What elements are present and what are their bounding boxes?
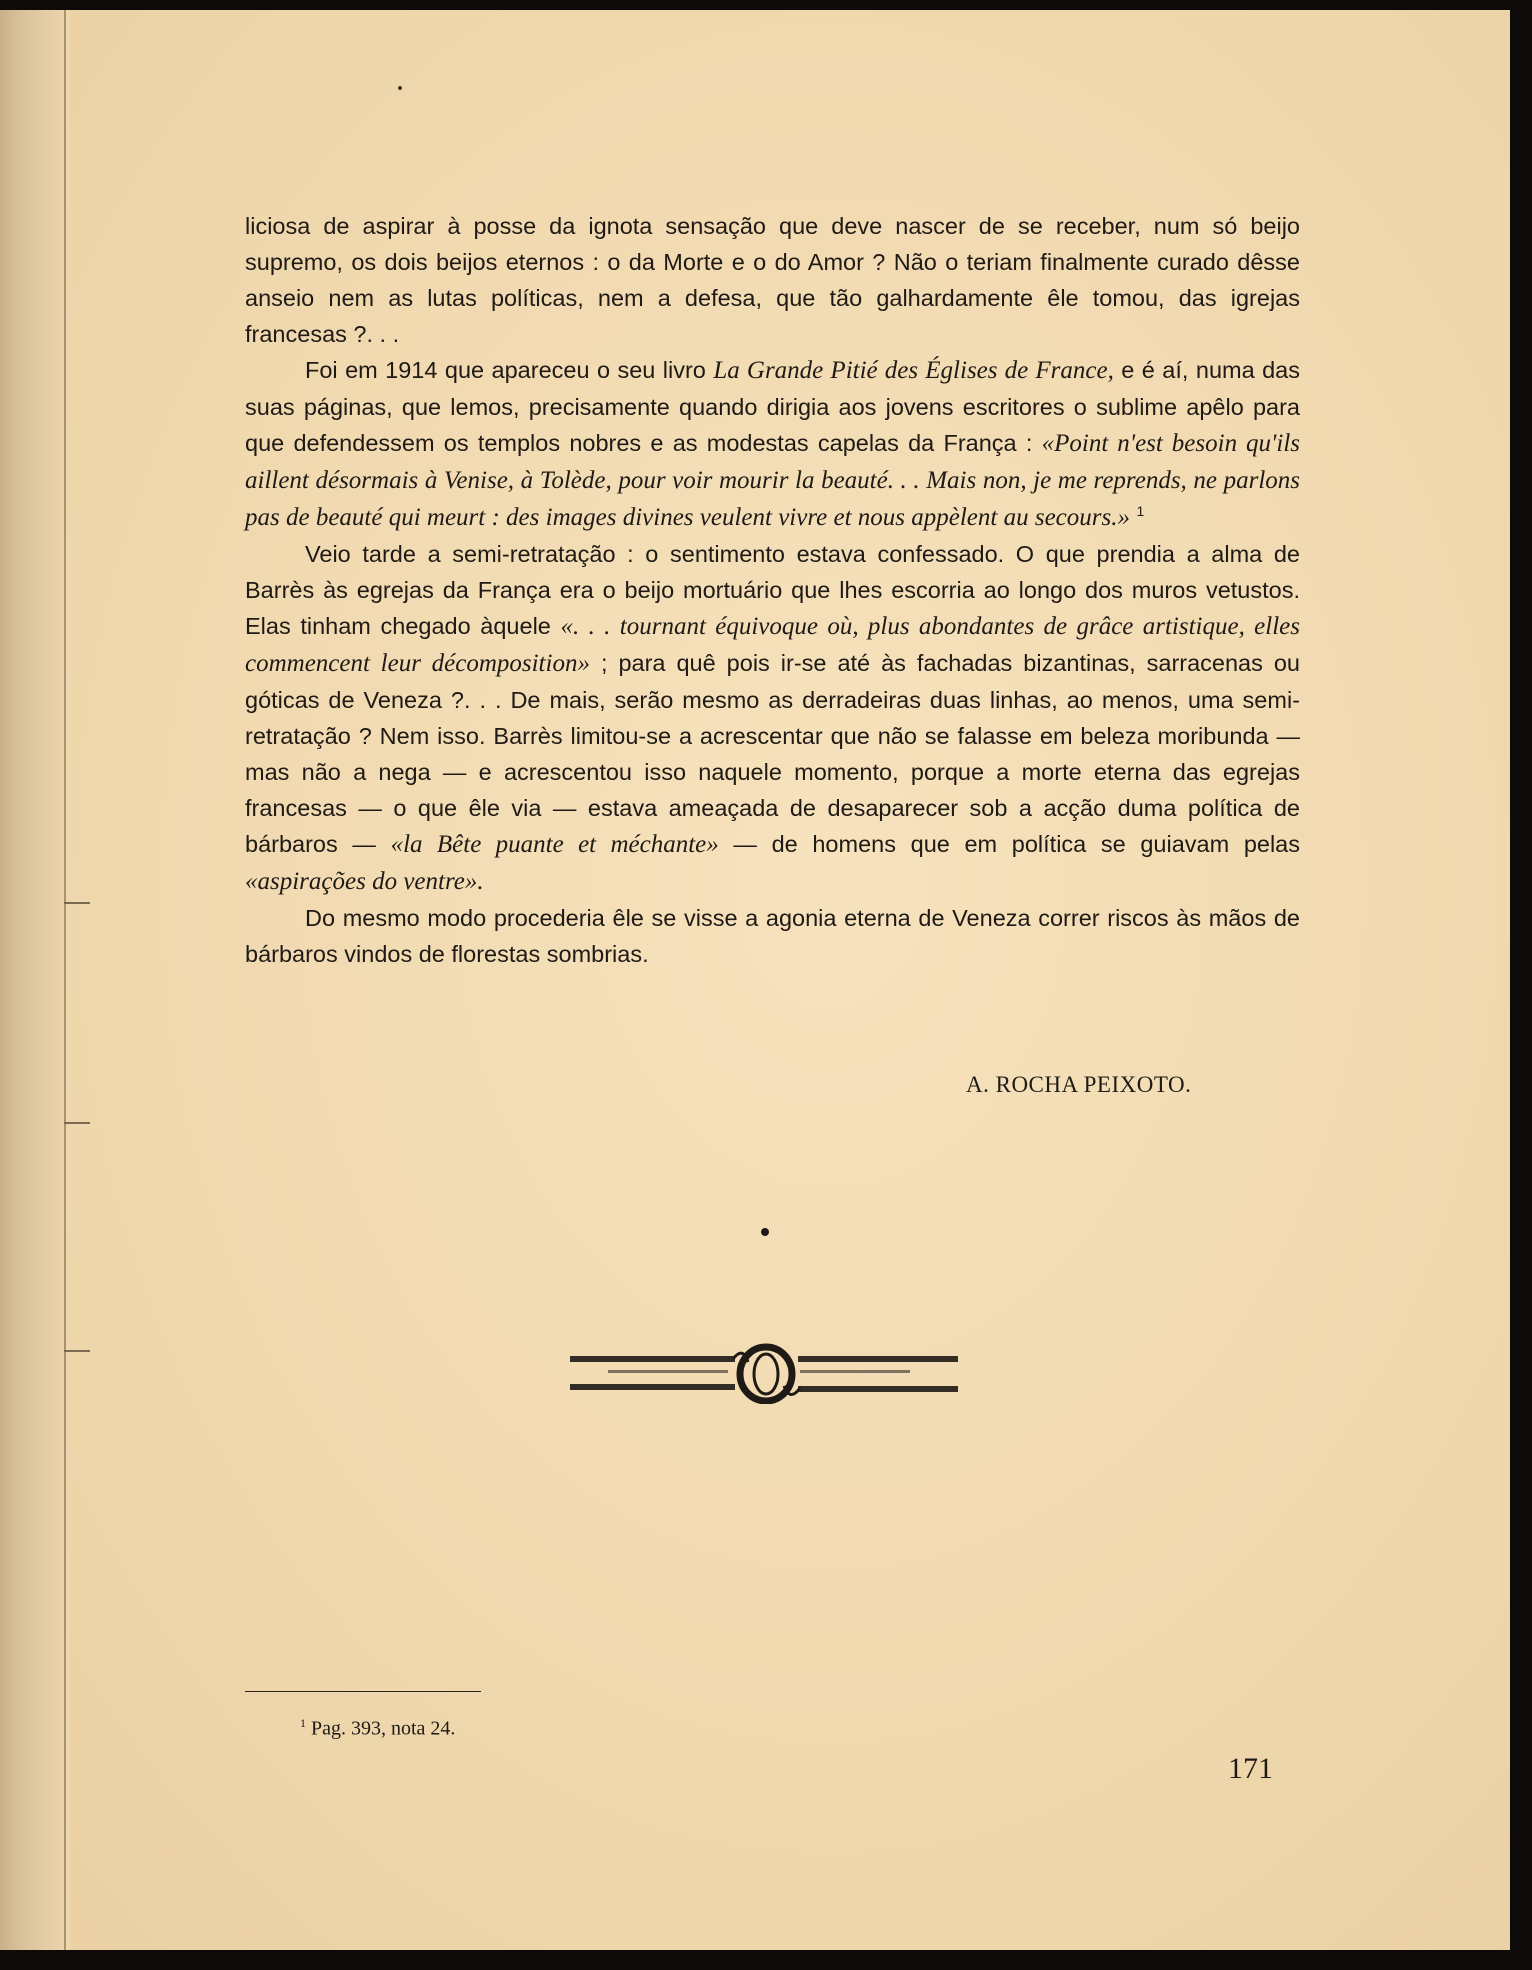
footnote-separator: [245, 1691, 481, 1692]
page-spine: [0, 10, 70, 1950]
paragraph-3-text-2: ; para quê pois ir-se até às fachadas bizantinas, sarracenas ou góticas de Veneza ?. . . De mais, serão mesmo as derradeiras duas linhas, ao menos, uma semi-retratação ? Nem isso. Barrès limitou-se a acrescentar que não se falasse em beleza moribunda — mas não a nega — e acrescentou isso naquele momento, porque a morte eterna das egrejas francesas — o que êle via — estava ameaçada de desaparecer sob a acção duma política de bárbaros —: [245, 650, 1300, 857]
paragraph-2-text-1: Foi em 1914 que apareceu o seu livro: [305, 357, 714, 383]
paragraph-2-text-2: e é aí, numa das suas páginas, que lemos, precisamente quando dirigia aos jovens escritores o sublime apêlo para que defendessem os templos nobres e as modestas capelas da França :: [245, 357, 1300, 456]
ink-speck: [398, 86, 402, 90]
paragraph-3-text-1: Veio tarde a semi-retratação : o sentimento estava confessado. O que prendia a alma de Barrès às egrejas da França era o beijo mortuário que lhes escorria ao longo dos muros vetustos. Elas tinham chegado àquele: [245, 541, 1300, 639]
book-title: La Grande Pitié des Églises de France,: [713, 357, 1114, 384]
footnote: [300, 1716, 455, 1741]
paragraph-2: [245, 352, 1300, 536]
decorative-rule-ornament: [568, 1340, 960, 1404]
binding-stitch: [64, 1122, 90, 1124]
binding-stitch: [64, 1350, 90, 1352]
book-page: [0, 10, 1510, 1950]
author-signature: A. ROCHA PEIXOTO.: [966, 1072, 1192, 1097]
body-text: [245, 208, 1300, 972]
paragraph-3-text-3: — de homens que em política se guiavam pelas: [718, 831, 1301, 857]
french-quote-2: «. . . tournant équivoque où, plus abondantes de grâce artistique, elles commencent leur décomposition»: [245, 613, 1300, 677]
french-quote-3: «la Bête puante et méchante»: [390, 831, 719, 858]
bullet-ornament: [761, 1228, 769, 1236]
paragraph-1: liciosa de aspirar à posse da ignota sensação que deve nascer de se receber, num só beijo supremo, os dois beijos eternos : o da Morte e o do Amor ? Não o teriam finalmente curado dêsse anseio nem as lutas políticas, nem a defesa, que tão galhardamente êle tomou, das igrejas francesas ?. . .: [245, 213, 1300, 347]
footnote-text: Pag. 393, nota 24.: [306, 1717, 456, 1740]
footnote-marker: 1: [300, 1716, 306, 1730]
binding-stitch: [64, 902, 90, 904]
portuguese-quote: «aspirações do ventre».: [245, 868, 484, 895]
french-quote-1: «Point n'est besoin qu'ils aillent désormais à Venise, à Tolède, pour voir mourir la beauté. . . Mais non, je me reprends, ne parlons pas de beauté qui meurt : des images divines veulent vivre et nous appèlent au secours.»: [245, 430, 1300, 531]
page-number: 171: [1228, 1752, 1273, 1785]
paragraph-4: Do mesmo modo procederia êle se visse a agonia eterna de Veneza correr riscos às mãos de bárbaros vindos de florestas sombrias.: [245, 905, 1300, 967]
spine-fold: [64, 10, 66, 1950]
paragraph-3: [245, 536, 1300, 900]
footnote-reference[interactable]: 1: [1136, 503, 1145, 520]
